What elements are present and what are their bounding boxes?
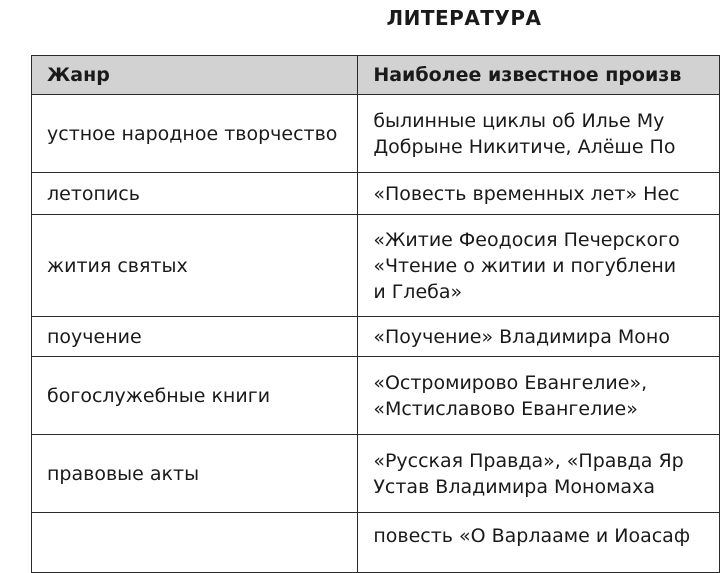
table-row (32, 317, 720, 357)
work-line: и Глеба» (373, 280, 463, 303)
genre-cell (32, 513, 358, 573)
work-line: Добрыне Никитиче, Алёше По (373, 135, 676, 158)
work-cell (358, 215, 720, 317)
work-line: «Повесть временных лет» Нес (373, 182, 680, 205)
genre-cell: правовые акты (32, 435, 358, 513)
table-row (32, 215, 720, 317)
genre-cell: летопись (32, 173, 358, 215)
work-line: «Житие Феодосия Печерского (373, 228, 680, 251)
work-line: «Русская Правда», «Правда Яр (373, 449, 684, 472)
table-row (32, 95, 720, 173)
work-line: Устав Владимира Мономаха (373, 475, 655, 498)
work-cell (358, 95, 720, 173)
literature-table (31, 55, 720, 573)
work-line: повесть «О Варлааме и Иоасаф (373, 525, 691, 547)
table-row (32, 357, 720, 435)
table-row (32, 173, 720, 215)
column-header-work: Наиболее известное произв (358, 56, 720, 95)
work-cell (358, 435, 720, 513)
work-line: «Остромирово Евангелие», (373, 371, 648, 394)
work-line: былинные циклы об Илье Му (373, 109, 665, 132)
work-line: «Поучение» Владимира Моно (373, 325, 670, 348)
work-line: «Чтение о житии и погублени (373, 254, 677, 277)
page-title: ЛИТЕРАТУРА (386, 6, 542, 30)
genre-cell: жития святых (32, 215, 358, 317)
table-row (32, 513, 720, 573)
work-line: «Мстиславово Евангелие» (373, 397, 638, 420)
genre-cell: поучение (32, 317, 358, 357)
genre-cell: устное народное творчество (32, 95, 358, 173)
column-header-genre: Жанр (32, 56, 358, 95)
table-header-row (32, 56, 720, 95)
work-cell (358, 357, 720, 435)
work-cell (358, 317, 720, 357)
work-cell (358, 173, 720, 215)
genre-cell: богослужебные книги (32, 357, 358, 435)
table-row (32, 435, 720, 513)
work-cell (358, 513, 720, 573)
